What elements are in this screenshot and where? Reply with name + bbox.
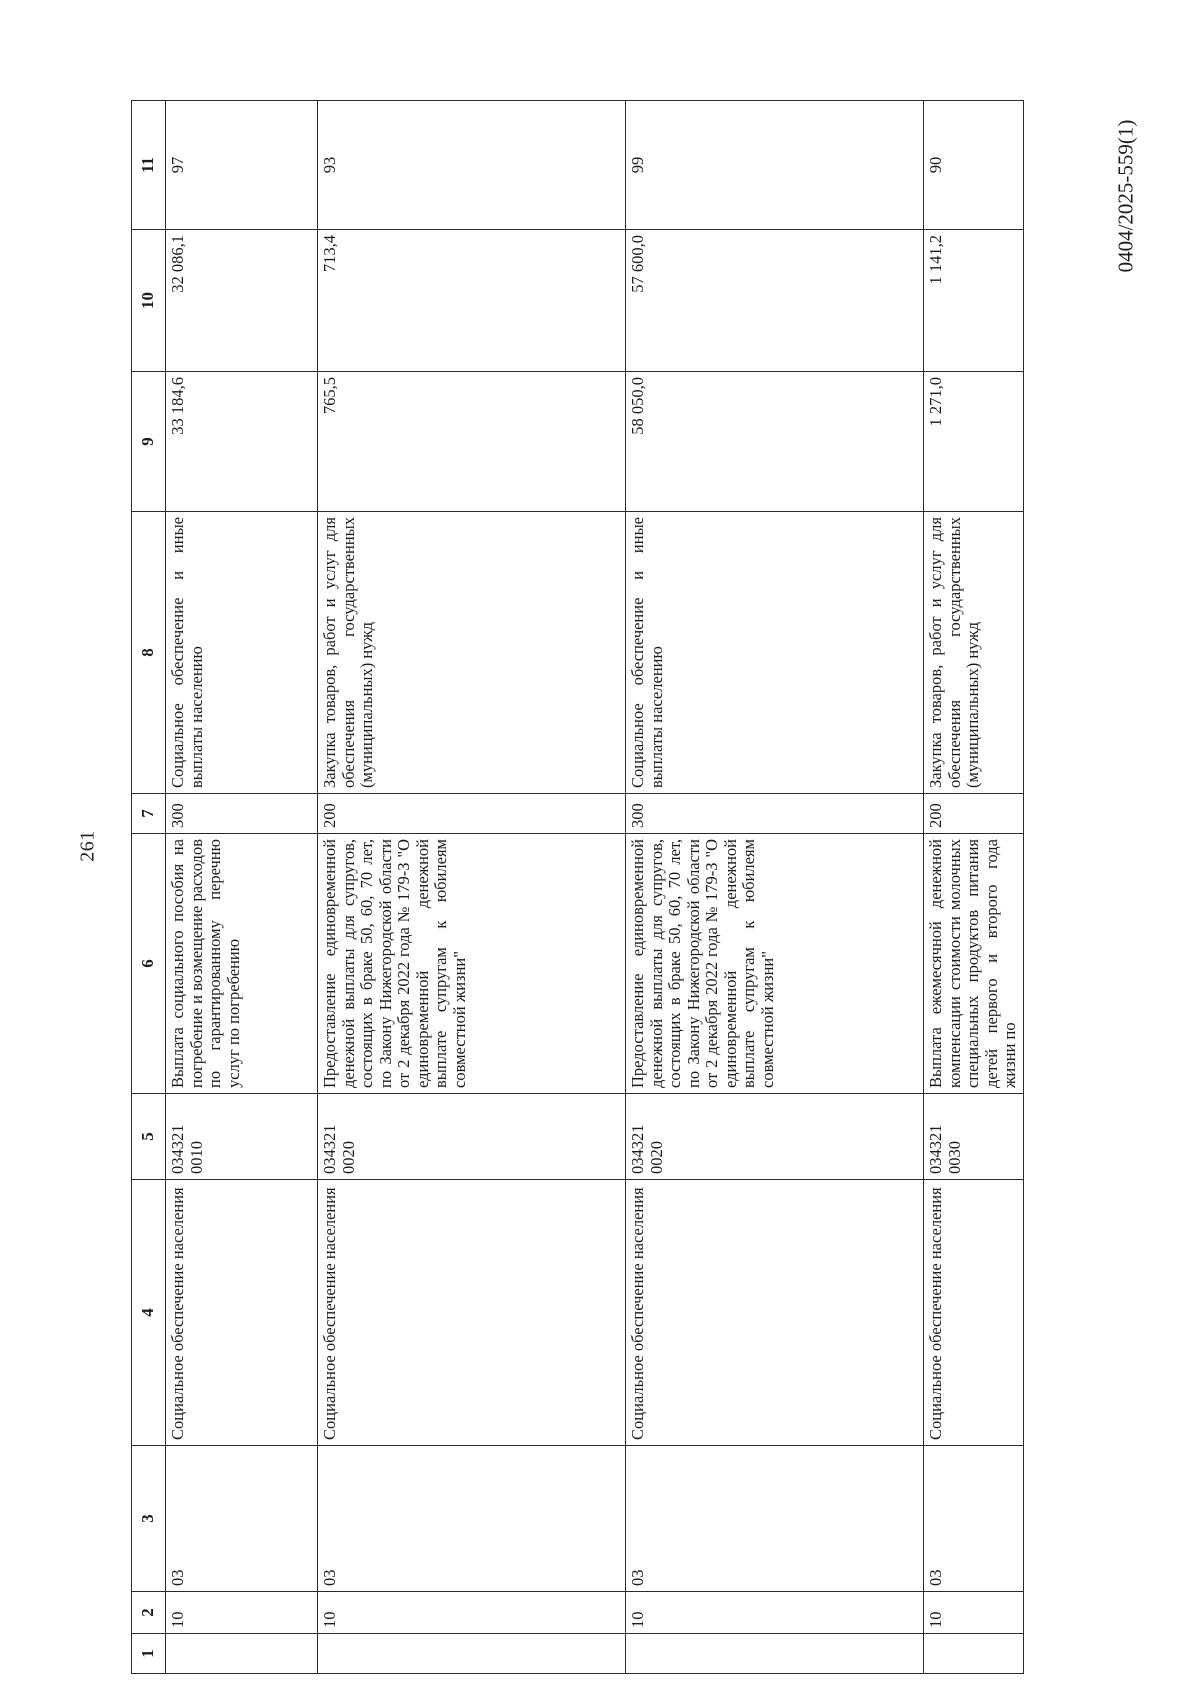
table-row: [626, 101, 924, 1674]
expense-type-name-cell: Социальное обеспечение и иные выплаты населению: [166, 512, 318, 794]
planned-amount-cell: 765,5: [318, 372, 626, 512]
actual-amount-cell: 1 141,2: [924, 230, 1024, 372]
table-container: [131, 101, 1019, 1674]
column-header: 11: [132, 101, 166, 230]
column-header: 3: [132, 1446, 166, 1592]
table-row: [318, 101, 626, 1674]
column-header: 5: [132, 1094, 166, 1180]
section-code-cell: 10: [924, 1592, 1024, 1634]
article-name-cell: Предоставление единовременной денежной выплаты для супругов, состоящих в браке 50, 60, 70 лет, по Закону Нижегородской области от 2 декабря 2022 года № 179-З "О единовременной денежной выплате супругам к юбилеям совместной жизни": [318, 834, 626, 1094]
actual-amount-cell: 713,4: [318, 230, 626, 372]
expense-type-name-cell: Закупка товаров, работ и услуг для обеспечения государственных (муниципальных) нужд: [924, 512, 1024, 794]
percent-cell: 99: [626, 101, 924, 230]
target-article-cell: 034321 0010: [166, 1094, 318, 1180]
table-cell: [318, 1634, 626, 1674]
subsection-code-cell: 03: [924, 1446, 1024, 1592]
section-code-cell: 10: [318, 1592, 626, 1634]
actual-amount-cell: 32 086,1: [166, 230, 318, 372]
subsection-name-cell: Социальное обеспечение населения: [166, 1180, 318, 1446]
table-cell: [166, 1634, 318, 1674]
subsection-code-cell: 03: [626, 1446, 924, 1592]
subsection-name-cell: Социальное обеспечение населения: [924, 1180, 1024, 1446]
subsection-code-cell: 03: [318, 1446, 626, 1592]
subsection-name-cell: Социальное обеспечение населения: [626, 1180, 924, 1446]
target-article-cell: 034321 0020: [626, 1094, 924, 1180]
percent-cell: 93: [318, 101, 626, 230]
article-name-cell: Выплата ежемесячной денежной компенсации стоимости молочных специальных продуктов питания детей первого и второго года жизни по: [924, 834, 1024, 1094]
article-name-cell: Выплата социального пособия на погребение и возмещение расходов по гарантированному перечню услуг по погребению: [166, 834, 318, 1094]
article-name-cell: Предоставление единовременной денежной выплаты для супругов, состоящих в браке 50, 60, 70 лет, по Закону Нижегородской области от 2 декабря 2022 года № 179-З "О единовременной денежной выплате супругам к юбилеям совместной жизни": [626, 834, 924, 1094]
expense-type-name-cell: Социальное обеспечение и иные выплаты населению: [626, 512, 924, 794]
document-code: 0404/2025-559(1): [1113, 119, 1138, 273]
column-header: 9: [132, 372, 166, 512]
column-header: 7: [132, 794, 166, 834]
planned-amount-cell: 1 271,0: [924, 372, 1024, 512]
table-cell: [924, 1634, 1024, 1674]
expense-type-code-cell: 200: [318, 794, 626, 834]
subsection-name-cell: Социальное обеспечение населения: [318, 1180, 626, 1446]
planned-amount-cell: 58 050,0: [626, 372, 924, 512]
table-row: [166, 101, 318, 1674]
table-cell: [626, 1634, 924, 1674]
column-header: 1: [132, 1634, 166, 1674]
planned-amount-cell: 33 184,6: [166, 372, 318, 512]
column-header: 4: [132, 1180, 166, 1446]
column-header: 6: [132, 834, 166, 1094]
column-header: 2: [132, 1592, 166, 1634]
table-row: [924, 101, 1024, 1674]
percent-cell: 97: [166, 101, 318, 230]
expense-type-code-cell: 200: [924, 794, 1024, 834]
subsection-code-cell: 03: [166, 1446, 318, 1592]
target-article-cell: 034321 0020: [318, 1094, 626, 1180]
target-article-cell: 034321 0030: [924, 1094, 1024, 1180]
budget-table: [131, 100, 1024, 1674]
page-number: 261: [76, 830, 99, 862]
column-header: 10: [132, 230, 166, 372]
actual-amount-cell: 57 600,0: [626, 230, 924, 372]
header-row: [132, 101, 166, 1674]
section-code-cell: 10: [626, 1592, 924, 1634]
section-code-cell: 10: [166, 1592, 318, 1634]
expense-type-name-cell: Закупка товаров, работ и услуг для обеспечения государственных (муниципальных) нужд: [318, 512, 626, 794]
expense-type-code-cell: 300: [626, 794, 924, 834]
expense-type-code-cell: 300: [166, 794, 318, 834]
column-header: 8: [132, 512, 166, 794]
percent-cell: 90: [924, 101, 1024, 230]
